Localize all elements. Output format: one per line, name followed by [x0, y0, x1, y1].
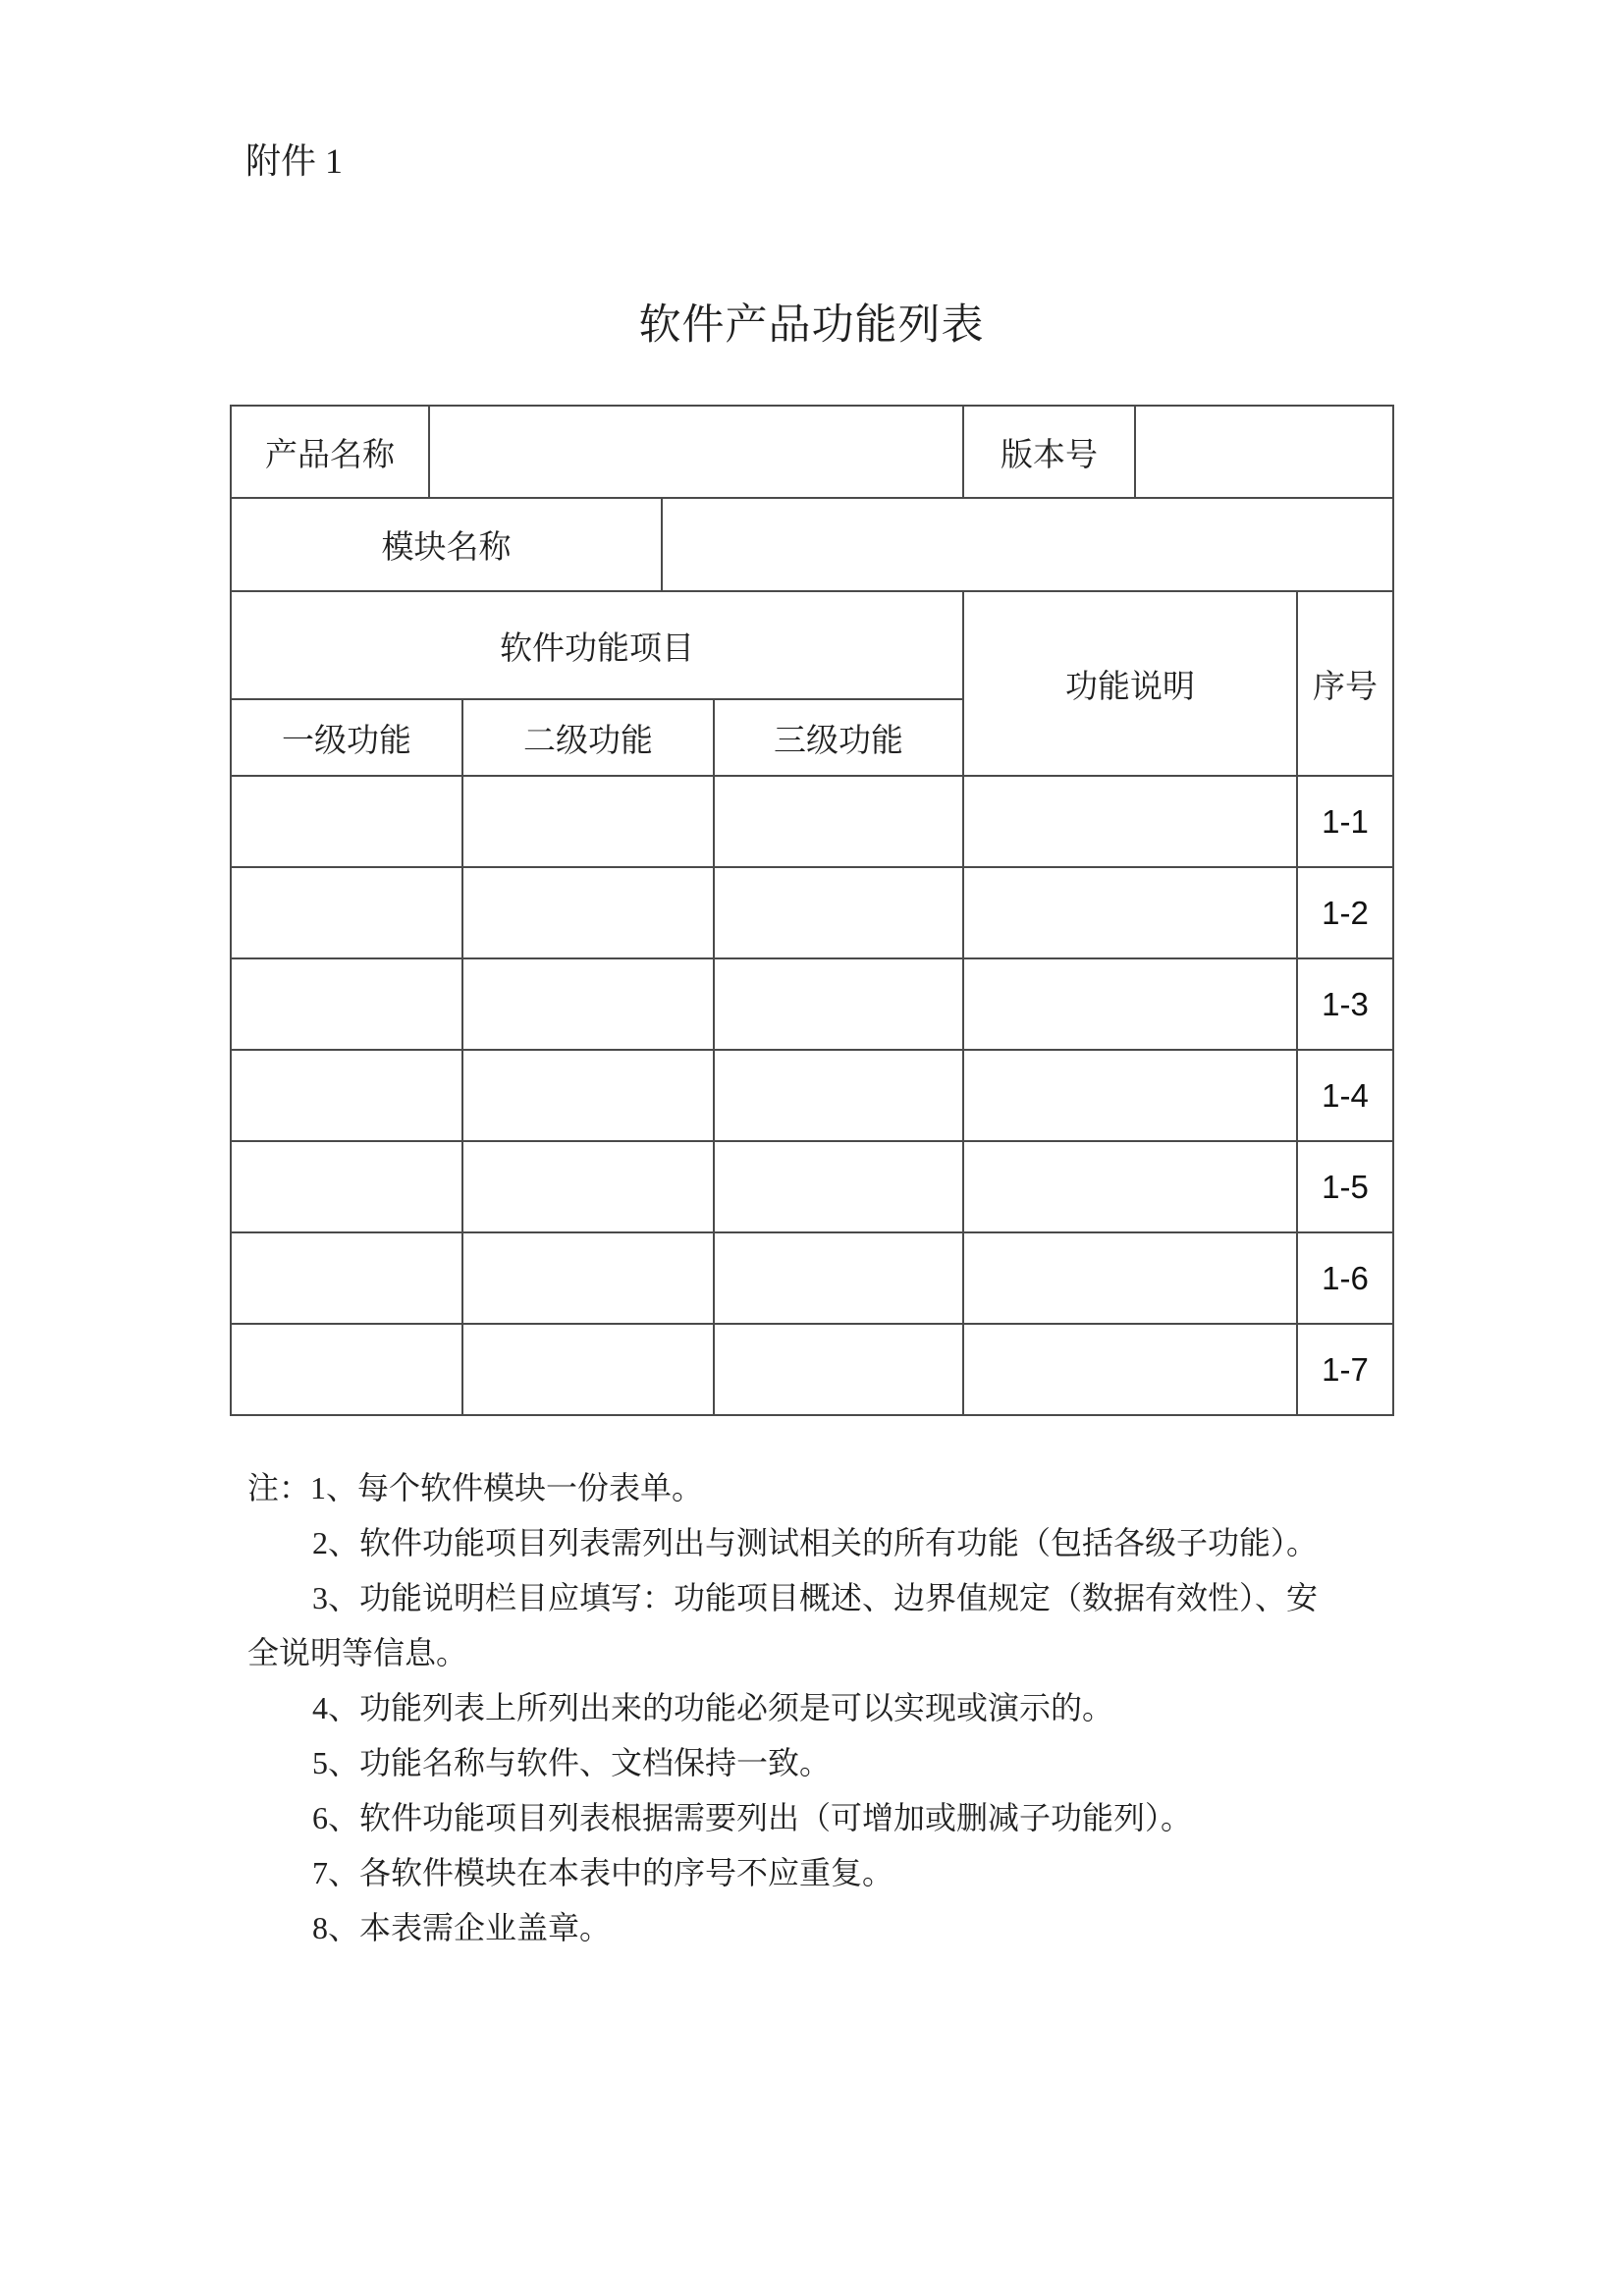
note-line: 3、功能说明栏目应填写：功能项目概述、边界值规定（数据有效性）、安	[312, 1580, 1319, 1615]
level2-cell[interactable]	[462, 1141, 714, 1232]
table-row	[231, 591, 1393, 699]
table-row	[231, 1141, 1393, 1232]
level2-cell[interactable]	[462, 1324, 714, 1415]
notes-section	[247, 1460, 1416, 1955]
function-list-table	[230, 405, 1394, 1416]
note-line: 全说明等信息。	[247, 1635, 468, 1670]
product-name-header-cell: 产品名称	[231, 406, 429, 498]
note-line: 5、功能名称与软件、文档保持一致。	[312, 1745, 832, 1780]
level3-cell[interactable]	[714, 1050, 963, 1141]
version-header-cell: 版本号	[963, 406, 1135, 498]
level2-cell[interactable]	[462, 867, 714, 958]
note-line: 4、功能列表上所列出来的功能必须是可以实现或演示的。	[312, 1690, 1114, 1725]
serial-cell: 1-4	[1297, 1050, 1393, 1141]
module-name-header-cell: 模块名称	[231, 498, 662, 591]
note-line: 2、软件功能项目列表需列出与测试相关的所有功能（包括各级子功能）。	[312, 1525, 1319, 1560]
description-cell[interactable]	[963, 867, 1297, 958]
level1-cell[interactable]	[231, 1232, 462, 1324]
description-cell[interactable]	[963, 1050, 1297, 1141]
level1-cell[interactable]	[231, 1050, 462, 1141]
level1-header-cell: 一级功能	[231, 699, 462, 776]
version-input-cell[interactable]	[1135, 406, 1393, 498]
level3-cell[interactable]	[714, 776, 963, 867]
level3-cell[interactable]	[714, 1324, 963, 1415]
table-row	[231, 1324, 1393, 1415]
function-items-header-cell: 软件功能项目	[231, 591, 963, 699]
level1-cell[interactable]	[231, 1324, 462, 1415]
level3-header-cell: 三级功能	[714, 699, 963, 776]
level3-cell[interactable]	[714, 867, 963, 958]
serial-cell: 1-6	[1297, 1232, 1393, 1324]
module-name-input-cell[interactable]	[662, 498, 1393, 591]
attachment-label: 附件 1	[245, 141, 344, 181]
note-line: 6、软件功能项目列表根据需要列出（可增加或删减子功能列）。	[312, 1800, 1193, 1835]
level2-cell[interactable]	[462, 776, 714, 867]
serial-cell: 1-1	[1297, 776, 1393, 867]
note-line: 7、各软件模块在本表中的序号不应重复。	[312, 1855, 894, 1890]
serial-cell: 1-3	[1297, 958, 1393, 1050]
serial-cell: 1-7	[1297, 1324, 1393, 1415]
level1-cell[interactable]	[231, 1141, 462, 1232]
description-cell[interactable]	[963, 776, 1297, 867]
table-row	[231, 498, 1393, 591]
note-line: 注：1、每个软件模块一份表单。	[247, 1470, 704, 1505]
description-cell[interactable]	[963, 958, 1297, 1050]
level2-cell[interactable]	[462, 958, 714, 1050]
level3-cell[interactable]	[714, 958, 963, 1050]
level1-cell[interactable]	[231, 958, 462, 1050]
description-cell[interactable]	[963, 1324, 1297, 1415]
level3-cell[interactable]	[714, 1232, 963, 1324]
level2-cell[interactable]	[462, 1050, 714, 1141]
product-name-input-cell[interactable]	[429, 406, 963, 498]
level1-cell[interactable]	[231, 776, 462, 867]
table-row	[231, 406, 1393, 498]
serial-cell: 1-2	[1297, 867, 1393, 958]
table-row	[231, 867, 1393, 958]
serial-cell: 1-5	[1297, 1141, 1393, 1232]
note-line: 8、本表需企业盖章。	[312, 1910, 612, 1945]
page-title: 软件产品功能列表	[638, 302, 985, 349]
level3-cell[interactable]	[714, 1141, 963, 1232]
level2-header-cell: 二级功能	[462, 699, 714, 776]
table-row	[231, 776, 1393, 867]
serial-header-cell: 序号	[1297, 591, 1393, 776]
description-cell[interactable]	[963, 1232, 1297, 1324]
function-desc-header-cell: 功能说明	[963, 591, 1297, 776]
table-row	[231, 1232, 1393, 1324]
table-row	[231, 1050, 1393, 1141]
table-row	[231, 958, 1393, 1050]
description-cell[interactable]	[963, 1141, 1297, 1232]
level2-cell[interactable]	[462, 1232, 714, 1324]
level1-cell[interactable]	[231, 867, 462, 958]
